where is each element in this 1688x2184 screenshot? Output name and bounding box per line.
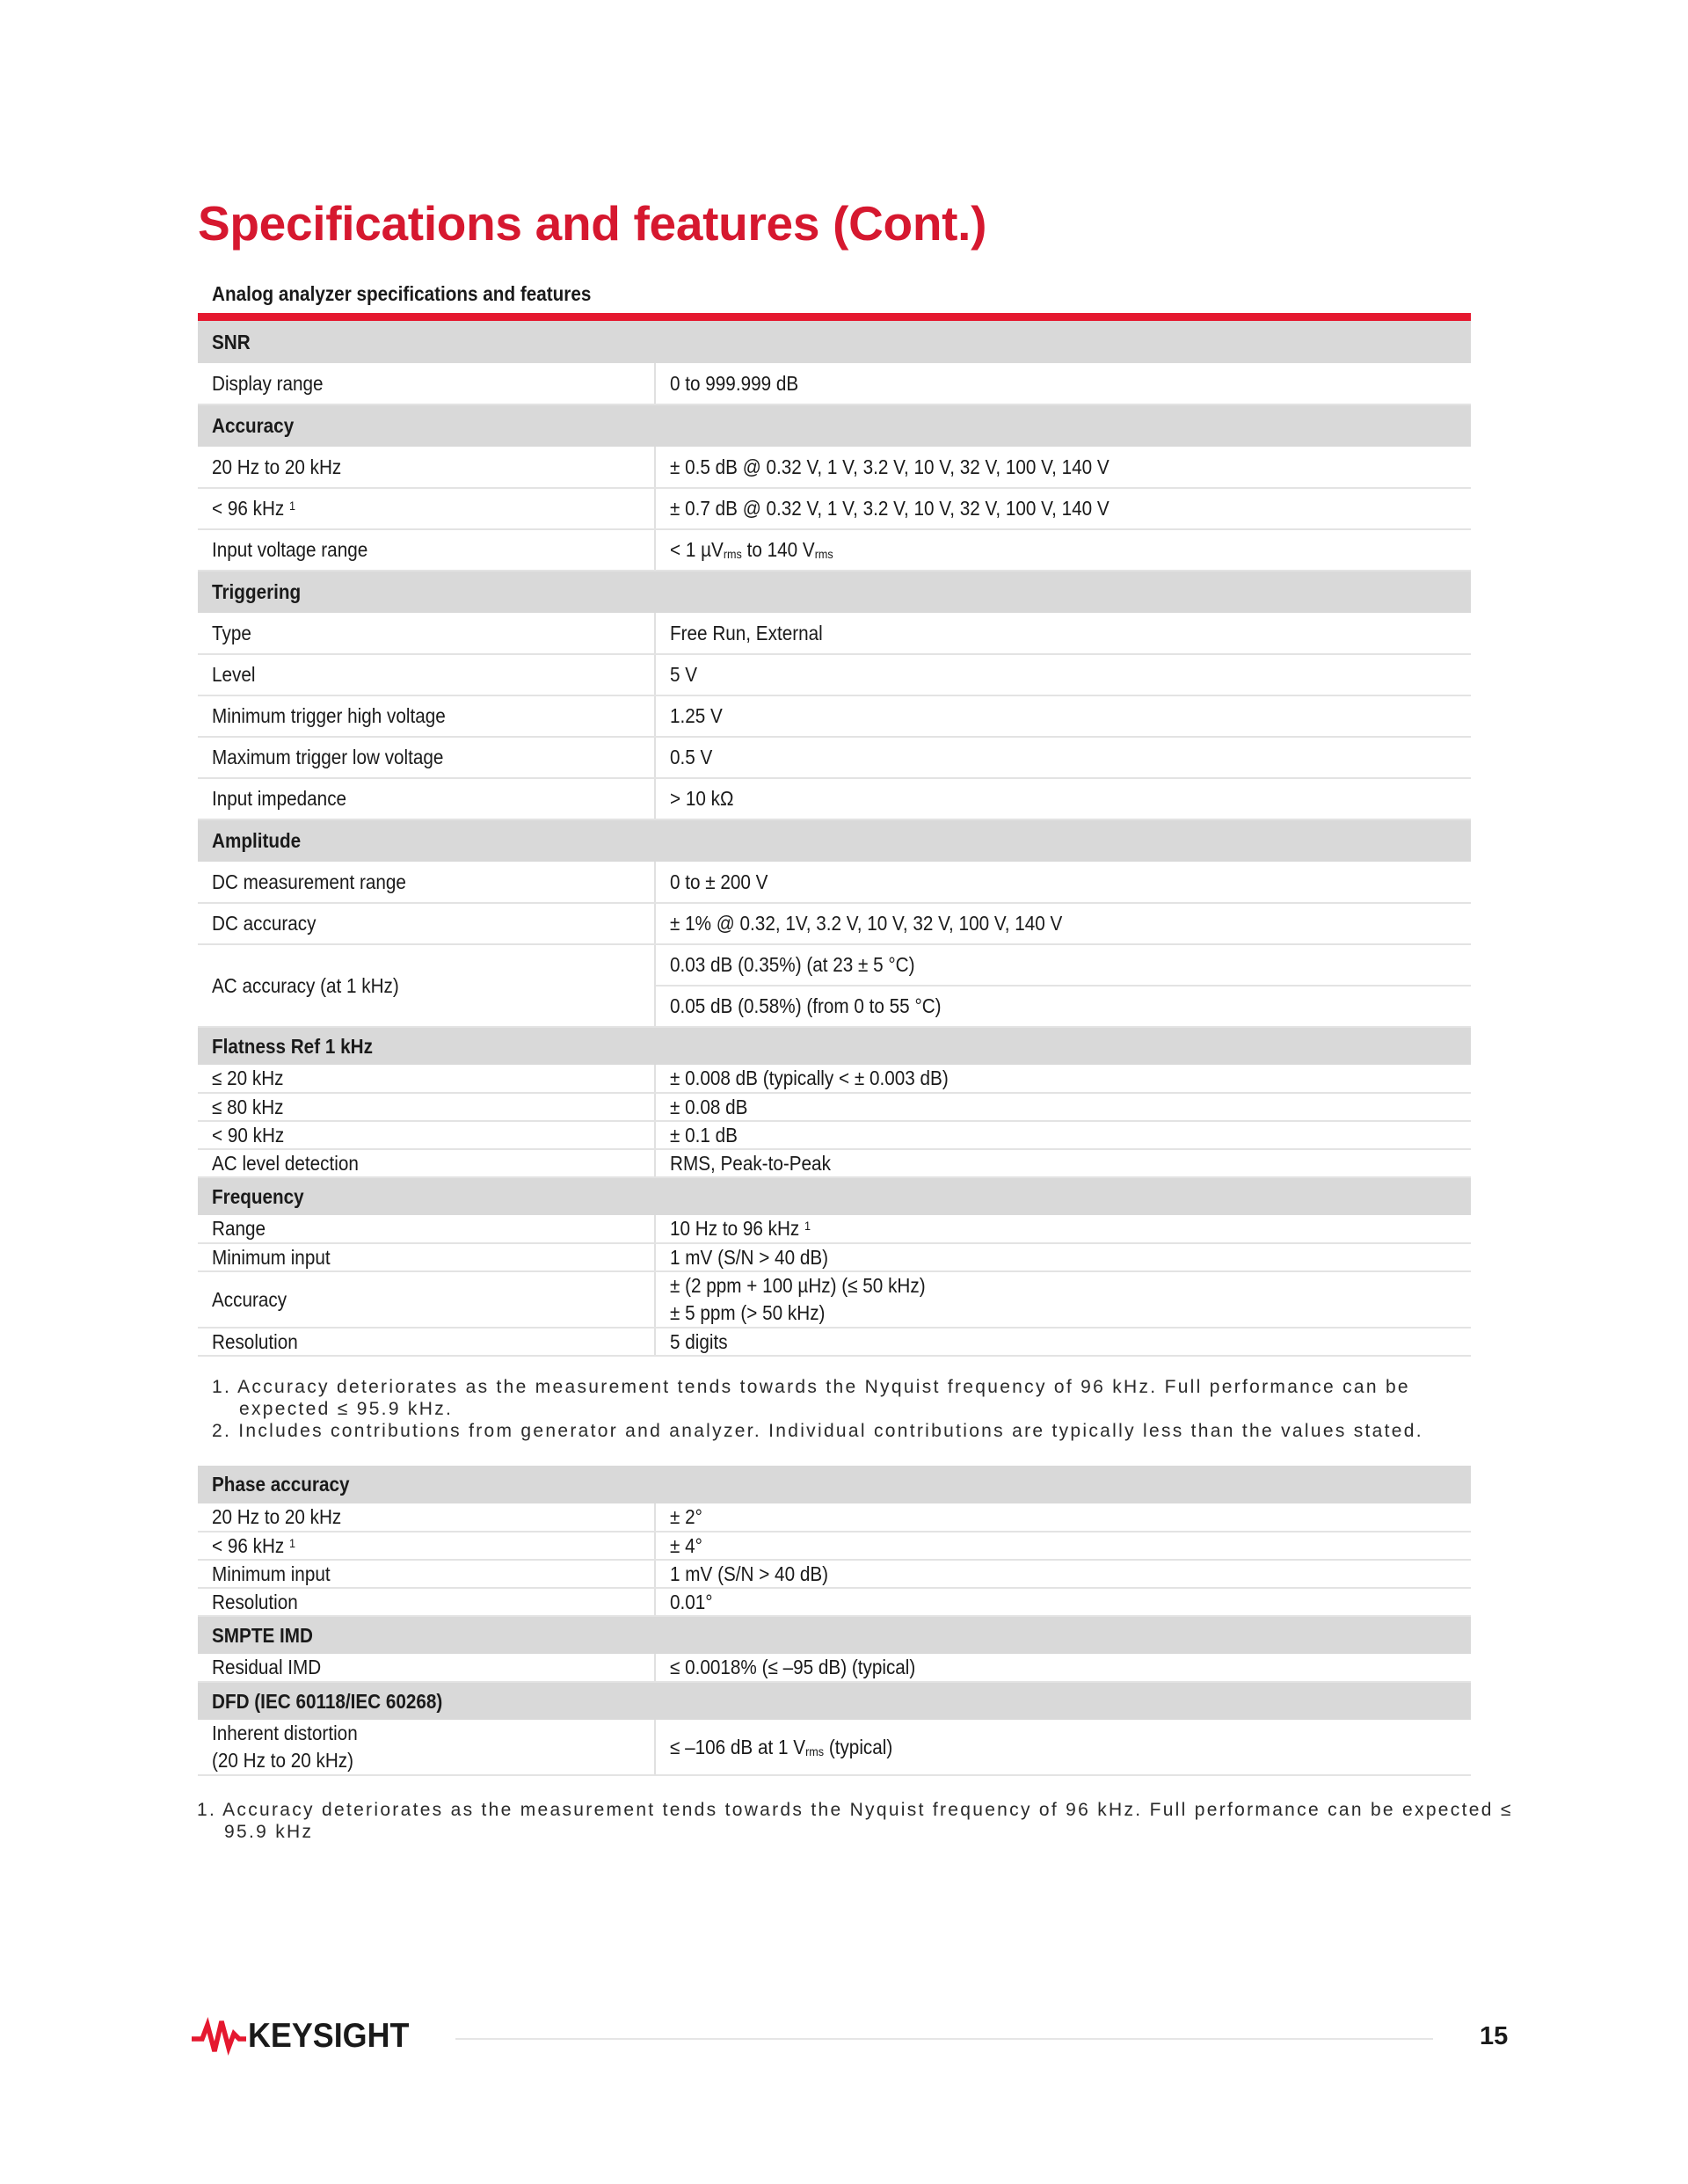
table-row xyxy=(198,1271,1471,1328)
table-row xyxy=(198,1503,1471,1532)
table-row xyxy=(198,447,1471,488)
table-row xyxy=(198,737,1471,778)
section-row-phase-accuracy xyxy=(198,1466,1471,1503)
spec-value: 1 mV (S/N > 40 dB) xyxy=(670,1562,829,1585)
spec-value: ± 0.5 dB @ 0.32 V, 1 V, 3.2 V, 10 V, 32 V, 100 V, 140 V xyxy=(670,455,1110,478)
spec-value: 1 mV (S/N > 40 dB) xyxy=(670,1245,829,1269)
spec-table-analog-analyzer xyxy=(198,321,1471,1357)
spec-value: 5 digits xyxy=(670,1329,728,1353)
spec-label: AC level detection xyxy=(212,1151,359,1175)
section-row-flatness xyxy=(198,1027,1471,1065)
spec-label: Resolution xyxy=(212,1590,298,1613)
footnote-ref: 1 xyxy=(804,1219,811,1233)
footer-divider xyxy=(455,2038,1433,2040)
spec-label: < 90 kHz xyxy=(212,1123,285,1147)
spec-value: ± 1% @ 0.32, 1V, 3.2 V, 10 V, 32 V, 100 V, 140 V xyxy=(670,912,1063,935)
table-row xyxy=(198,944,1471,986)
section-row-triggering xyxy=(198,571,1471,613)
spec-value: ± 0.08 dB xyxy=(670,1095,748,1118)
spec-value: 1.25 V xyxy=(670,704,723,727)
keysight-wave-icon xyxy=(192,2016,246,2057)
page-title: Specifications and features (Cont.) xyxy=(198,196,987,251)
section-row-smpte-imd xyxy=(198,1616,1471,1654)
spec-table-phase-imd xyxy=(198,1466,1471,1776)
table-row xyxy=(198,1149,1471,1177)
footnote-1-continued: 95.9 kHz xyxy=(224,1822,314,1842)
spec-value: 5 V xyxy=(670,663,698,686)
spec-label: DC measurement range xyxy=(212,870,406,893)
table-row xyxy=(198,1328,1471,1356)
footnote-1-continued: expected ≤ 95.9 kHz. xyxy=(239,1399,454,1419)
section-title: SMPTE IMD xyxy=(212,1623,314,1647)
spec-value: RMS, Peak-to-Peak xyxy=(670,1151,831,1175)
section-row-frequency xyxy=(198,1177,1471,1215)
table-row xyxy=(198,363,1471,404)
section-row-dfd xyxy=(198,1682,1471,1720)
table-row xyxy=(198,1093,1471,1121)
spec-value: < 1 µV$_{rms}$ to 140 $V_{rms}$ xyxy=(670,538,833,561)
section-title: Frequency xyxy=(212,1184,304,1208)
spec-label: AC accuracy (at 1 kHz) xyxy=(212,973,399,997)
spec-label: Type xyxy=(212,621,251,644)
table-row xyxy=(198,1720,1471,1775)
spec-label: Accuracy xyxy=(212,1287,287,1311)
section-title: SNR xyxy=(212,330,251,353)
spec-value: 10 Hz to 96 kHz $^1$ xyxy=(670,1217,811,1240)
section-title: Triggering xyxy=(212,580,302,603)
footnote-ref: 1 xyxy=(289,499,296,513)
table-row xyxy=(198,613,1471,654)
table-row xyxy=(198,1065,1471,1093)
spec-label: DC accuracy xyxy=(212,912,316,935)
table-row xyxy=(198,1588,1471,1616)
spec-label: Minimum input xyxy=(212,1562,331,1585)
spec-value: 0.5 V xyxy=(670,746,713,768)
section-row-accuracy xyxy=(198,404,1471,447)
spec-label: ≤ 20 kHz xyxy=(212,1067,284,1089)
section-title: Phase accuracy xyxy=(212,1473,350,1496)
spec-label: Range xyxy=(212,1217,266,1240)
table-row xyxy=(198,1654,1471,1682)
section-row-snr xyxy=(198,321,1471,363)
section-title: Accuracy xyxy=(212,414,295,437)
spec-value: ± 0.7 dB @ 0.32 V, 1 V, 3.2 V, 10 V, 32 V, 100 V, 140 V xyxy=(670,497,1110,520)
table-row xyxy=(198,1215,1471,1243)
table-row xyxy=(198,1560,1471,1588)
spec-label: < 96 kHz $^1$ xyxy=(212,1533,296,1557)
logo-text: KEYSIGHT xyxy=(248,2017,410,2055)
section-row-amplitude xyxy=(198,819,1471,862)
spec-value: 0 to 999.999 dB xyxy=(670,371,799,395)
footnotes xyxy=(212,1376,1423,1442)
spec-value: ≤ 0.0018% (≤ –95 dB) (typical) xyxy=(670,1656,916,1678)
spec-label: Inherent distortion (20 Hz to 20 kHz) xyxy=(212,1722,358,1772)
footnote-bottom xyxy=(197,1799,1513,1843)
spec-value: ± 2° xyxy=(670,1505,702,1528)
spec-label: ≤ 80 kHz xyxy=(212,1095,284,1118)
table-row xyxy=(198,903,1471,944)
spec-value: 0.05 dB (0.58%) (from 0 to 55 °C) xyxy=(670,994,942,1017)
spec-value: 0.03 dB (0.35%) (at 23 ± 5 °C) xyxy=(670,953,915,976)
keysight-logo xyxy=(192,2016,423,2057)
table-row xyxy=(198,654,1471,695)
table-accent-bar xyxy=(198,313,1471,321)
spec-label: < 96 kHz $^1$ xyxy=(212,497,296,520)
spec-value: ≤ –106 dB at 1 $V_{rms}$ (typical) xyxy=(670,1735,893,1758)
spec-value: Free Run, External xyxy=(670,621,823,644)
table-row xyxy=(198,862,1471,903)
spec-value: 0 to ± 200 V xyxy=(670,870,768,893)
spec-value: > 10 kΩ xyxy=(670,787,734,810)
footnote-1: 1. Accuracy deteriorates as the measurement tends towards the Nyquist frequency of 96 kHz. Full performance can be xyxy=(212,1377,1410,1397)
spec-label: Residual IMD xyxy=(212,1656,322,1678)
spec-label: Minimum input xyxy=(212,1245,331,1269)
spec-label: 20 Hz to 20 kHz xyxy=(212,1505,342,1528)
table-row xyxy=(198,1243,1471,1271)
spec-label: 20 Hz to 20 kHz xyxy=(212,455,342,478)
footnote-ref: 1 xyxy=(289,1535,296,1550)
footnote-1: 1. Accuracy deteriorates as the measurement tends towards the Nyquist frequency of 96 kHz. Full performance can be expected ≤ xyxy=(197,1800,1513,1820)
spec-label: Level xyxy=(212,663,256,686)
footnote-2: 2. Includes contributions from generator and analyzer. Individual contributions are typically less than the values stated. xyxy=(212,1421,1423,1441)
spec-label: Input voltage range xyxy=(212,538,368,561)
page-number: 15 xyxy=(1480,2022,1509,2050)
spec-label: Input impedance xyxy=(212,787,347,810)
spec-label: Display range xyxy=(212,371,324,395)
spec-value: 0.01° xyxy=(670,1590,713,1613)
spec-label: Maximum trigger low voltage xyxy=(212,746,444,768)
table-row xyxy=(198,778,1471,819)
table-row xyxy=(198,1121,1471,1149)
table-row xyxy=(198,1532,1471,1560)
table-row xyxy=(198,695,1471,737)
section-title: Amplitude xyxy=(212,829,302,852)
section-title: DFD (IEC 60118/IEC 60268) xyxy=(212,1689,443,1713)
spec-value: ± (2 ppm + 100 µHz) (≤ 50 kHz) ± 5 ppm (> 50 kHz) xyxy=(670,1274,926,1324)
spec-label: Minimum trigger high voltage xyxy=(212,704,446,727)
spec-label: Resolution xyxy=(212,1329,298,1353)
section-title: Flatness Ref 1 kHz xyxy=(212,1034,373,1058)
table-row xyxy=(198,488,1471,529)
spec-value: ± 0.1 dB xyxy=(670,1123,738,1147)
table-heading: Analog analyzer specifications and features xyxy=(212,282,592,305)
spec-value: ± 0.008 dB (typically < ± 0.003 dB) xyxy=(670,1067,949,1089)
table-row xyxy=(198,529,1471,571)
spec-value: ± 4° xyxy=(670,1533,702,1557)
